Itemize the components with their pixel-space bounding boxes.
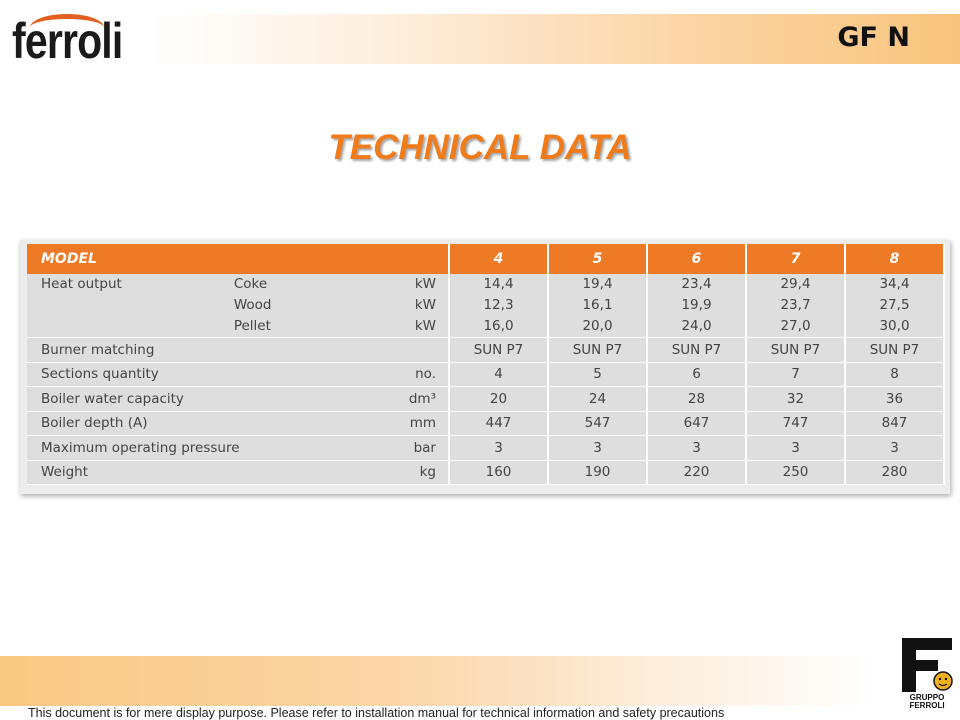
value-text: 23,7 [780, 297, 811, 313]
value-text: 23,4 [681, 276, 712, 292]
value-cell: 5 [548, 362, 647, 387]
value-cell: SUN P7 [746, 338, 845, 363]
value-text: 16,0 [483, 318, 514, 334]
value-cell [647, 274, 746, 338]
value-text: 19,9 [681, 297, 712, 313]
value-cell [548, 274, 647, 338]
row-label: Boiler depth (A) [41, 415, 148, 432]
fuel-label: Wood [233, 297, 272, 313]
row-label: Sections quantity [41, 366, 159, 383]
unit-label: kW [414, 297, 436, 313]
value-cell: 280 [845, 460, 944, 485]
value-cell: 3 [746, 436, 845, 461]
table-row-heat-output [27, 274, 944, 338]
value-cell: 647 [647, 411, 746, 436]
model-column-header: 6 [647, 244, 746, 274]
value-cell [746, 274, 845, 338]
value-cell: 220 [647, 460, 746, 485]
value-text: 14,4 [483, 276, 514, 292]
model-column-header: 5 [548, 244, 647, 274]
row-label-cell [27, 274, 449, 338]
fuel-label: Coke [233, 276, 268, 292]
value-text: 29,4 [780, 276, 811, 292]
table-row [27, 362, 944, 387]
value-cell: 447 [449, 411, 548, 436]
value-cell: SUN P7 [548, 338, 647, 363]
row-label: Burner matching [41, 341, 155, 358]
row-label-cell [27, 411, 449, 436]
value-text: 12,3 [483, 297, 514, 313]
model-column-header: 8 [845, 244, 944, 274]
model-column-header: 7 [746, 244, 845, 274]
table-row [27, 436, 944, 461]
value-cell: SUN P7 [845, 338, 944, 363]
value-cell: 847 [845, 411, 944, 436]
model-header: MODEL [27, 244, 449, 274]
value-text: 34,4 [879, 276, 910, 292]
fuel-label: Pellet [233, 318, 271, 334]
ferroli-logo-text: ferroli [12, 13, 123, 69]
value-cell: 8 [845, 362, 944, 387]
unit-label: dm³ [408, 390, 436, 407]
unit-label: bar [413, 439, 436, 456]
row-label-cell [27, 362, 449, 387]
table-row [27, 411, 944, 436]
value-text: 24,0 [681, 318, 712, 334]
unit-label: kg [419, 464, 436, 481]
table-row [27, 387, 944, 412]
value-cell: 160 [449, 460, 548, 485]
footer-gradient-band [0, 656, 880, 706]
row-label: Boiler water capacity [41, 390, 184, 407]
value-cell: 6 [647, 362, 746, 387]
row-label-cell [27, 338, 449, 363]
row-label: Heat output [41, 276, 122, 292]
spec-table [27, 244, 945, 485]
row-label: Weight [41, 464, 89, 481]
value-cell: 4 [449, 362, 548, 387]
value-text: 27,0 [780, 318, 811, 334]
value-cell: 32 [746, 387, 845, 412]
value-cell: 3 [548, 436, 647, 461]
value-cell: SUN P7 [647, 338, 746, 363]
value-cell: 547 [548, 411, 647, 436]
table-row [27, 460, 944, 485]
value-text: 16,1 [582, 297, 613, 313]
page-title: TECHNICAL DATA [328, 128, 632, 167]
value-text: 19,4 [582, 276, 613, 292]
value-cell: 190 [548, 460, 647, 485]
table-header-row [27, 244, 944, 274]
value-cell: 24 [548, 387, 647, 412]
value-cell: SUN P7 [449, 338, 548, 363]
value-cell: 3 [449, 436, 548, 461]
row-label-cell [27, 436, 449, 461]
value-cell: 3 [845, 436, 944, 461]
row-label-cell [27, 387, 449, 412]
row-label: Maximum operating pressure [41, 439, 240, 456]
value-text: 27,5 [879, 297, 910, 313]
value-cell: 20 [449, 387, 548, 412]
product-code: GF N [837, 22, 910, 53]
value-cell: 7 [746, 362, 845, 387]
gruppo-ferroli-caption: GRUPPO FERROLI [909, 693, 945, 710]
unit-label: mm [409, 415, 436, 432]
row-label-cell [27, 460, 449, 485]
footer-disclaimer: This document is for mere display purpose. Please refer to installation manual for technical information and safety precautions [28, 706, 725, 720]
model-column-header: 4 [449, 244, 548, 274]
value-cell: 250 [746, 460, 845, 485]
value-cell [845, 274, 944, 338]
unit-label: no. [415, 366, 436, 383]
value-cell: 747 [746, 411, 845, 436]
value-cell: 36 [845, 387, 944, 412]
value-cell: 28 [647, 387, 746, 412]
unit-label: kW [414, 318, 436, 334]
unit-label: kW [414, 276, 436, 292]
value-cell: 3 [647, 436, 746, 461]
value-text: 20,0 [582, 318, 613, 334]
table-row [27, 338, 944, 363]
technical-data-table [20, 240, 950, 494]
value-text: 30,0 [879, 318, 910, 334]
value-cell [449, 274, 548, 338]
